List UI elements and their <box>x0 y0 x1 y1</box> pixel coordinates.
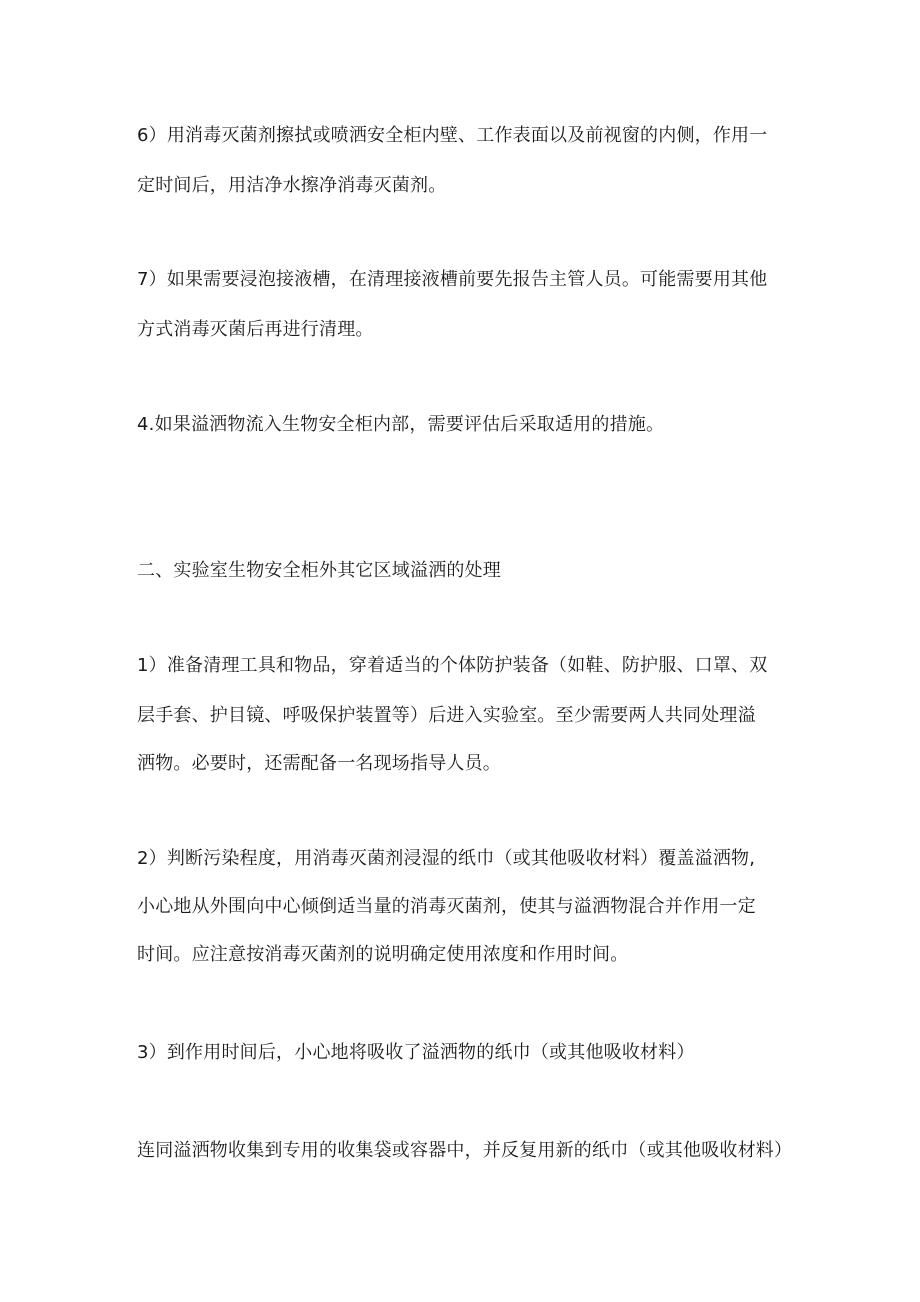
item-1-line-3: 洒物。必要时，还需配备一名现场指导人员。 <box>137 753 501 774</box>
item-2-line-2: 小心地从外围向中心倾倒适当量的消毒灭菌剂，使其与溢洒物混合并作用一定 <box>137 896 756 917</box>
section-heading: 二、实验室生物安全柜外其它区域溢洒的处理 <box>137 560 501 581</box>
item-2-line-1: 2）判断污染程度，用消毒灭菌剂浸湿的纸巾（或其他吸收材料）覆盖溢洒物, <box>137 848 756 869</box>
paragraph-7-line-2: 方式消毒灭菌后再进行清理。 <box>137 319 374 340</box>
item-3-line-2: 连同溢洒物收集到专用的收集袋或容器中，并反复用新的纸巾（或其他吸收材料） <box>137 1140 793 1161</box>
item-3-line-1: 3）到作用时间后，小心地将吸收了溢洒物的纸巾（或其他吸收材料） <box>137 1042 695 1063</box>
item-2-line-3: 时间。应注意按消毒灭菌剂的说明确定使用浓度和作用时间。 <box>137 944 629 965</box>
paragraph-6-line-1: 6）用消毒灭菌剂擦拭或喷洒安全柜内壁、工作表面以及前视窗的内侧，作用一 <box>137 125 768 146</box>
item-1-line-2: 层手套、护目镜、呼吸保护装置等）后进入实验室。至少需要两人共同处理溢 <box>137 705 756 726</box>
paragraph-4-line-1: 4.如果溢洒物流入生物安全柜内部，需要评估后采取适用的措施。 <box>137 414 665 435</box>
item-1-line-1: 1）准备清理工具和物品，穿着适当的个体防护装备（如鞋、防护服、口罩、双 <box>137 655 768 676</box>
paragraph-7-line-1: 7）如果需要浸泡接液槽，在清理接液槽前要先报告主管人员。可能需要用其他 <box>137 269 768 290</box>
paragraph-6-line-2: 定时间后，用洁净水擦净消毒灭菌剂。 <box>137 175 447 196</box>
